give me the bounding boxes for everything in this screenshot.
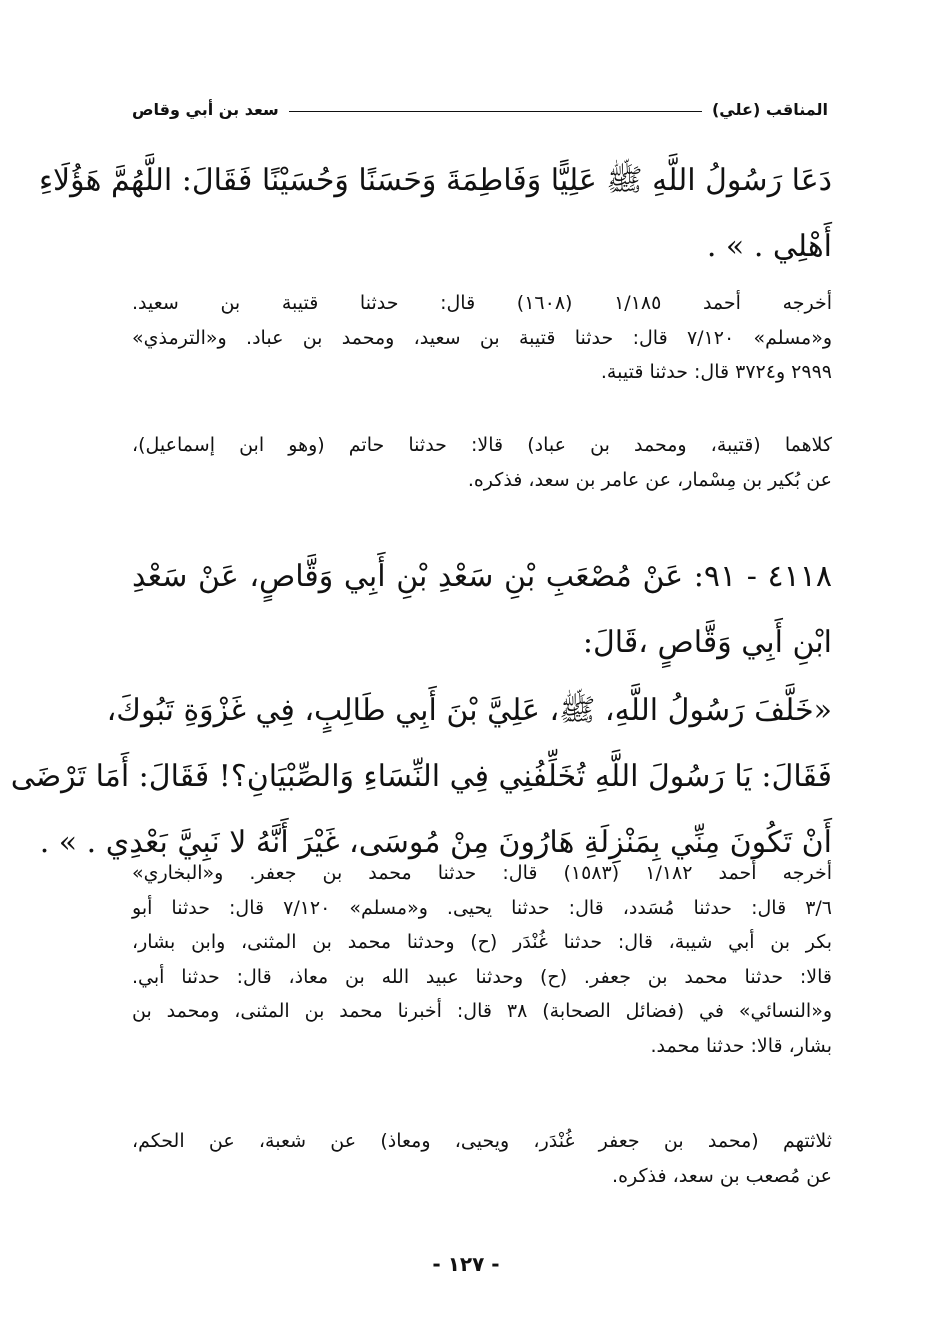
hadith-line: أَهْلِي . » .	[706, 229, 832, 264]
note-line: ٣/٦ قال: حدثنا مُسَدد، قال: حدثنا يحيى. و«مسلم» ٧/١٢٠ قال: حدثنا أبو	[132, 896, 833, 919]
note-line: عن بُكير بن مِسْمار، عن عامر بن سعد، فذكره.	[467, 468, 832, 491]
takhrij-1	[132, 286, 832, 390]
hadith-line: ٤١١٨ - ٩١: عَنْ مُصْعَبِ بْنِ سَعْدِ بْنِ أَبِي وَقَّاصٍ، عَنْ سَعْدِ	[132, 559, 832, 594]
header-section-title: المناقب (علي)	[711, 99, 828, 119]
hadith-line: ابْنِ أَبِي وَقَّاصٍ ،قَالَ:	[582, 625, 832, 660]
note-line: بكر بن أبي شيبة، قال: حدثنا غُنْدَر (ح) وحدثنا محمد بن المثنى، وابن بشار،	[132, 931, 832, 953]
note-line: ثلاثتهم (محمد بن جعفر غُنْدَر، ويحيى، ومعاذ) عن شعبة، عن الحكم،	[132, 1130, 832, 1152]
note-line: بشار، قالا: حدثنا محمد.	[650, 1034, 832, 1057]
note-line: عن مُصعب بن سعد، فذكره.	[612, 1164, 832, 1187]
hadith-line: دَعَا رَسُولُ اللَّهِ ﷺ عَلِيًّا وَفَاطِمَةَ وَحَسَنًا وَحُسَيْنًا فَقَالَ: اللَّهُمَّ هَؤُلَاءِ	[38, 163, 832, 198]
hadith-2	[10, 544, 832, 876]
note-line: أخرجه أحمد ١/١٨٥ (١٦٠٨) قال: حدثنا قتيبة بن سعيد.	[132, 292, 833, 314]
note-line: كلاهما (قتيبة، ومحمد بن عباد) قالا: حدثنا حاتم (وهو ابن إسماعيل)،	[132, 434, 832, 456]
note-line: ٢٩٩٩ و٣٧٢٤ قال: حدثنا قتيبة.	[600, 361, 832, 383]
note-line: أخرجه أحمد ١/١٨٢ (١٥٨٣) قال: حدثنا محمد بن جعفر. و«البخاري»	[132, 862, 833, 884]
hadith-line: «خَلَّفَ رَسُولُ اللَّهِ، ﷺ، عَلِيَّ بْنَ أَبِي طَالِبٍ، فِي غَزْوَةِ تَبُوكَ،	[106, 693, 832, 728]
header-chapter-title: سعد بن أبي وقاص	[132, 99, 279, 119]
isnad-1	[132, 428, 832, 497]
note-line: و«النسائي» في (فضائل الصحابة) ٣٨ قال: أخبرنا محمد بن المثنى، ومحمد بن	[132, 1000, 832, 1022]
running-header	[132, 94, 828, 124]
page-number: - ١٢٧ -	[432, 1252, 500, 1276]
note-line: قالا: حدثنا محمد بن جعفر. (ح) وحدثنا عبيد الله بن معاذ، قال: حدثنا أبي.	[132, 965, 832, 988]
isnad-2	[132, 1124, 832, 1193]
hadith-line: فَقَالَ: يَا رَسُولَ اللَّهِ تُخَلِّفُنِي فِي النِّسَاءِ وَالصِّبْيَانِ؟! فَقَالَ: أَمَا تَرْضَى	[10, 759, 832, 794]
takhrij-2	[132, 856, 832, 1063]
hadith-1-ending	[38, 148, 832, 280]
header-rule	[289, 111, 702, 112]
hadith-line: أَنْ تَكُونَ مِنِّي بِمَنْزِلَةِ هَارُونَ مِنْ مُوسَى، غَيْرَ أَنَّهُ لا نَبِيَّ بَعْدِي . » .	[39, 825, 832, 860]
note-line: و«مسلم» ٧/١٢٠ قال: حدثنا قتيبة بن سعيد، ومحمد بن عباد. و«الترمذي»	[132, 326, 832, 349]
